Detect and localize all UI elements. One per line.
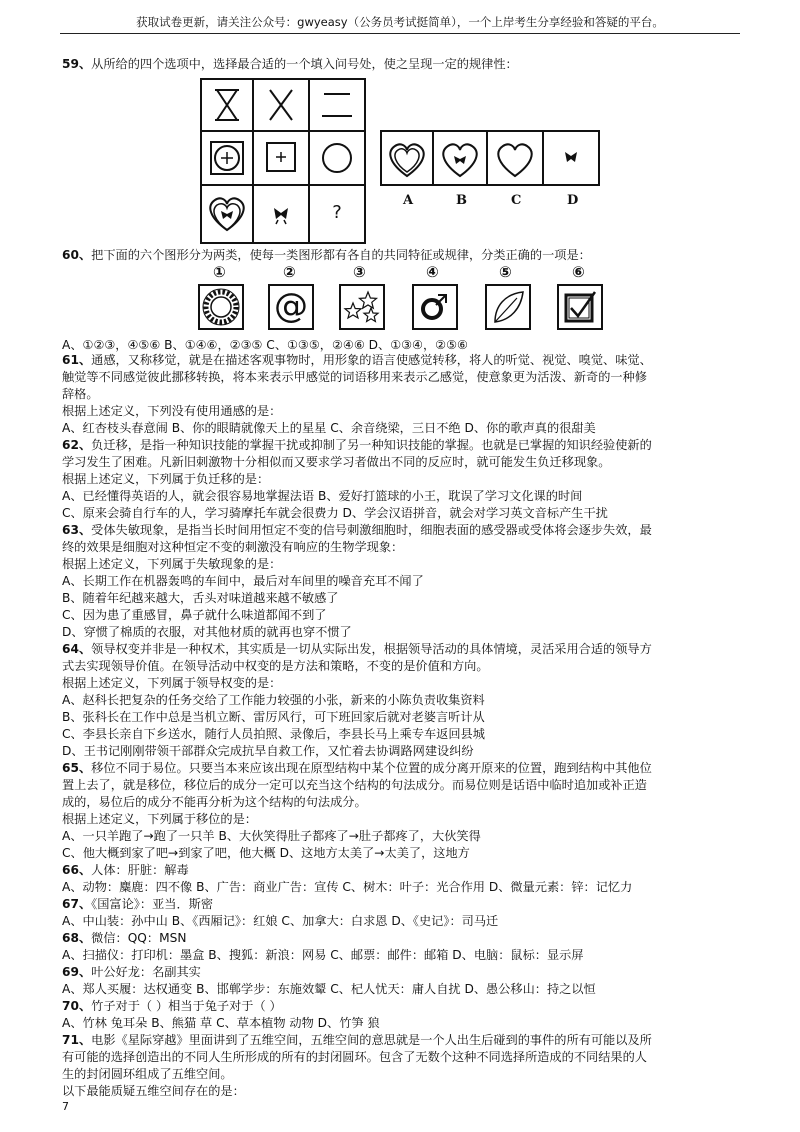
figure-4: [412, 284, 458, 330]
three-stars-shape: [341, 286, 383, 328]
text-line: 生的封闭圆环组成了五维空间。: [62, 1067, 233, 1081]
heart-bow-shape: [434, 132, 486, 184]
figure-3: [339, 284, 385, 330]
text-line: B、张科长在工作中总是当机立断、雷厉风行，可下班回家后就对老婆言听计从: [62, 710, 485, 724]
matrix-cell-6: [308, 130, 366, 186]
hourglass-shape: [202, 80, 252, 130]
text-line: C、因为患了重感冒，鼻子就什么味道都闻不到了: [62, 608, 327, 622]
matrix-cell-4: [200, 130, 254, 186]
text-line: A、长期工作在机器轰鸣的车间中，最后对车间里的噪音充耳不闻了: [62, 574, 424, 588]
question-mark: ?: [332, 202, 342, 223]
matrix-cell-9: [308, 184, 366, 244]
matrix-cell-5: [252, 130, 310, 186]
option-a-figure: [380, 130, 434, 186]
text-line: D、穿惯了棉质的衣服，对其他材质的就再也穿不惯了: [62, 625, 352, 639]
text-line: A、一只羊跑了→跑了一只羊 B、大伙笑得肚子都疼了→肚子都疼了，大伙笑得: [62, 829, 481, 843]
q60-number: 60、: [62, 248, 92, 262]
question-number: 67、: [62, 897, 92, 911]
question-number: 70、: [62, 999, 92, 1013]
heart-bow-shape: [202, 186, 252, 242]
text-line: 根据上述定义，下列属于负迁移的是：: [62, 472, 270, 486]
bow-shape: [254, 186, 308, 242]
text-line: C、原来会骑自行车的人，学习骑摩托车就会很费力 D、学会汉语拼音，就会对学习英文音标产生干扰: [62, 506, 608, 520]
text-line: A、扫描仪：打印机：墨盒 B、搜狐：新浪：网易 C、邮票：邮件：邮箱 D、电脑：鼠标：显示屏: [62, 948, 584, 962]
question-number: 64、: [62, 642, 92, 656]
figure-6: [557, 284, 603, 330]
text-line: 69、叶公好龙：名副其实: [62, 965, 201, 979]
text-line: C、他大概到家了吧→到家了吧，他大概 D、这地方太美了→太美了，这地方: [62, 846, 470, 860]
q59-number: 59、: [62, 57, 92, 71]
heart-shape: [488, 132, 542, 184]
text-line: 式去实现领导价值。在领导活动中权变的是方法和策略，不变的是价值和方向。: [62, 659, 489, 673]
text-line: A、郑人买履：达权通变 B、邯郸学步：东施效颦 C、杞人忧天：庸人自扰 D、愚公移山：持之以恒: [62, 982, 596, 996]
figure-label-4: ④: [426, 263, 439, 281]
text-line: 辞格。: [62, 387, 99, 401]
text-line: 成的，易位后的成分不能再分析为这个结构的句法成分。: [62, 795, 367, 809]
option-c-label: C: [511, 193, 522, 208]
text-line: 根据上述定义，下列属于失敏现象的是：: [62, 557, 282, 571]
text-line: 根据上述定义，下列属于领导权变的是：: [62, 676, 282, 690]
text-line: 65、移位不同于易位。只要当本来应该出现在原型结构中某个位置的成分离开原来的位置，跑到结构中其他位: [62, 761, 652, 775]
matrix-cell-8: [252, 184, 310, 244]
text-line: 62、负迁移，是指一种知识技能的掌握干扰或抑制了另一种知识技能的掌握。也就是已掌握的知识经验使新的: [62, 438, 652, 452]
question-number: 61、: [62, 353, 92, 367]
text-line: 根据上述定义，下列属于移位的是：: [62, 812, 257, 826]
checkbox-check-shape: [559, 286, 601, 328]
figure-label-5: ⑤: [499, 263, 512, 281]
question-number: 63、: [62, 523, 92, 537]
option-a-label: A: [403, 193, 414, 208]
text-line: 根据上述定义，下列没有使用通感的是：: [62, 404, 282, 418]
option-b-figure: [432, 130, 488, 186]
text-line: 学习发生了困难。凡新旧刺激物十分相似而又要求学习者做出不同的反应时，就可能发生负迁移现象。: [62, 455, 611, 469]
figure-label-3: ③: [353, 263, 366, 281]
figure-label-1: ①: [213, 263, 226, 281]
bow-shape: [544, 132, 598, 184]
text-line: A、赵科长把复杂的任务交给了工作能力较强的小张，新来的小陈负责收集资料: [62, 693, 485, 707]
question-number: 65、: [62, 761, 92, 775]
matrix-cell-7: [200, 184, 254, 244]
text-line: D、王书记刚刚带领干部群众完成抗旱自救工作，又忙着去协调路网建设纠纷: [62, 744, 474, 758]
figure-label-2: ②: [283, 263, 296, 281]
text-line: 70、竹子对于（ ）相当于兔子对于（ ）: [62, 999, 282, 1013]
double-heart-bow-shape: [382, 132, 432, 184]
text-line: 61、通感，又称移觉，就是在描述客观事物时，用形象的语言使感觉转移，将人的听觉、视觉、嗅觉、味觉、: [62, 353, 652, 367]
text-line: B、随着年纪越来越大，舌头对味道越来越不敏感了: [62, 591, 339, 605]
q59-text: 从所给的四个选项中，选择最合适的一个填入问号处，使之呈现一定的规律性：: [91, 57, 518, 71]
figure-label-6: ⑥: [572, 263, 585, 281]
option-d-label: D: [567, 193, 579, 208]
text-line: 71、电影《星际穿越》里面讲到了五维空间，五维空间的意思就是一个人出生后碰到的事件的所有可能以及所: [62, 1033, 652, 1047]
text-line: A、动物：麋鹿：四不像 B、广告：商业广告：宣传 C、树木：叶子：光合作用 D、微量元素：锌：记忆力: [62, 880, 633, 894]
option-c-figure: [486, 130, 544, 186]
q60-text: 把下面的六个图形分为两类，使每一类图形都有各自的共同特征或规律，分类正确的一项是：: [91, 248, 591, 262]
text-line: 以下最能质疑五维空间存在的是：: [62, 1084, 245, 1098]
option-b-label: B: [456, 193, 467, 208]
page-number: 7: [62, 1100, 69, 1113]
text-line: 64、领导权变并非是一种权术，其实质是一切从实际出发，根据领导活动的具体情境，灵活采用合适的领导方: [62, 642, 652, 656]
text-line: 置上去了，就是移位，移位后的成分一定可以充当这个结构的句法成分。而易位则是话语中临时追加或补正造: [62, 778, 647, 792]
text-line: 终的效果是细胞对这种恒定不变的刺激没有响应的生物学现象：: [62, 540, 404, 554]
circle-shape: [310, 132, 364, 184]
square-plus-shape: [254, 132, 308, 184]
text-line: A、竹林 兔耳朵 B、熊猫 草 C、草本植物 动物 D、竹笋 狼: [62, 1016, 380, 1030]
matrix-cell-3: [308, 78, 366, 132]
figure-1: [198, 284, 244, 330]
matrix-cell-2: [252, 78, 310, 132]
question-number: 68、: [62, 931, 92, 945]
text-line: C、李县长亲自下乡送水，随行人员拍照、录像后，李县长马上乘专车返回县城: [62, 727, 485, 741]
question-number: 71、: [62, 1033, 92, 1047]
question-number: 66、: [62, 863, 92, 877]
header-rule: [60, 33, 740, 34]
text-line: 63、受体失敏现象，是指当长时间用恒定不变的信号刺激细胞时，细胞表面的感受器或受体将会逐步失效，最: [62, 523, 652, 537]
q59-line: [62, 56, 518, 73]
option-d-figure: [542, 130, 600, 186]
figure-2: [268, 284, 314, 330]
text-line: 有可能的选择创造出的不同人生所形成的所有的封闭圆环。包含了无数个这种不同选择所造成的不同结果的人: [62, 1050, 647, 1064]
leaf-shape: [487, 286, 529, 328]
question-number: 69、: [62, 965, 92, 979]
q60-line: [62, 247, 591, 264]
question-number: 62、: [62, 438, 92, 452]
text-line: 68、微信：QQ：MSN: [62, 931, 187, 945]
x-shape: [254, 80, 308, 130]
text-line: A、已经懂得英语的人，就会很容易地掌握法语 B、爱好打篮球的小王，耽误了学习文化课的时间: [62, 489, 583, 503]
page-header: 获取试卷更新，请关注公众号：gwyeasy（公务员考试挺简单），一个上岸考生分享经验和答疑的平台。: [136, 15, 664, 29]
text-line: 66、人体：肝脏：解毒: [62, 863, 189, 877]
double-line-shape: [310, 80, 364, 130]
text-line: A、中山装：孙中山 B、《西厢记》：红娘 C、加拿大：白求恩 D、《史记》：司马迁: [62, 914, 499, 928]
at-sign-icon: @: [274, 286, 308, 326]
circle-key-shape: [414, 286, 456, 328]
q60-options: A、①②③，④⑤⑥ B、①④⑥，②③⑤ C、①③⑤，②④⑥ D、①③④，②⑤⑥: [62, 338, 468, 352]
text-line: 67、《国富论》：亚当．斯密: [62, 897, 214, 911]
text-line: 触觉等不同感觉彼此挪移转换，将本来表示甲感觉的词语移用来表示乙感觉，使意象更为活泼、新奇的一种修: [62, 370, 647, 384]
figure-5: [485, 284, 531, 330]
matrix-cell-1: [200, 78, 254, 132]
gear-ring-shape: [200, 286, 242, 328]
square-circle-plus-shape: [202, 132, 252, 184]
text-line: A、红杏枝头春意闹 B、你的眼睛就像天上的星星 C、余音绕梁，三日不绝 D、你的歌声真的很甜美: [62, 421, 596, 435]
